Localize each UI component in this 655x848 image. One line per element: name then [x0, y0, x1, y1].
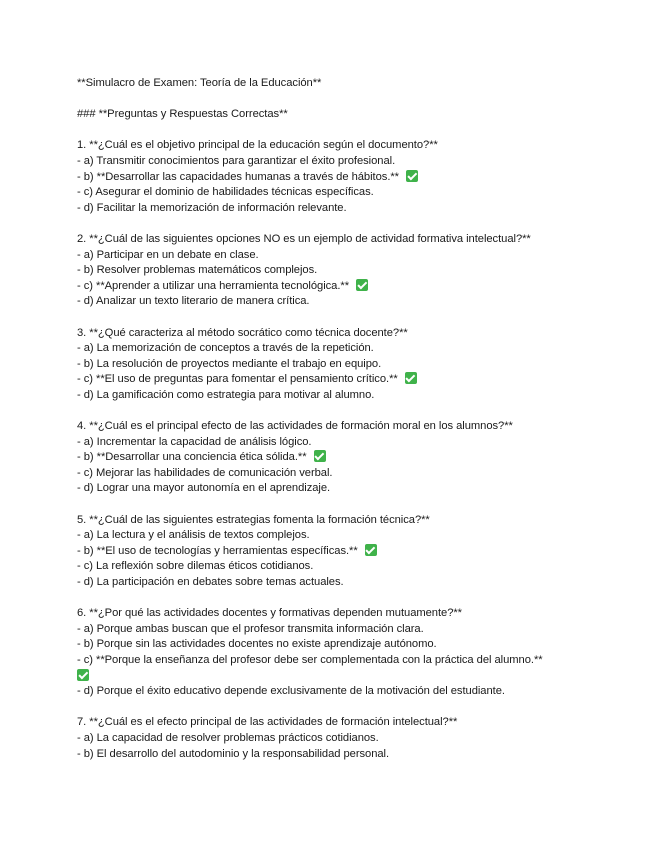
option-c: - c) La reflexión sobre dilemas éticos cotidianos.: [77, 560, 314, 573]
spacer: [77, 216, 577, 232]
option-c: - c) Mejorar las habilidades de comunicación verbal.: [77, 466, 333, 479]
option-text: - c) **Aprender a utilizar una herramienta tecnológica.**: [77, 279, 350, 292]
check-mark-icon: [406, 170, 418, 182]
check-mark-icon: [365, 544, 377, 556]
check-mark-icon: [314, 450, 326, 462]
check-mark-icon: [405, 372, 417, 384]
document-page: [77, 76, 577, 762]
option-a: - a) Porque ambas buscan que el profesor transmita información clara.: [77, 622, 424, 635]
option-d: - d) Analizar un texto literario de manera crítica.: [77, 295, 310, 308]
option-a: - a) La lectura y el análisis de textos complejos.: [77, 529, 310, 542]
question-text: 1. **¿Cuál es el objetivo principal de la educación según el documento?**: [77, 139, 438, 152]
question-block-4: [77, 419, 577, 497]
check-mark-icon: [77, 669, 89, 681]
question-block-6: [77, 606, 577, 700]
question-block-2: [77, 232, 577, 310]
check-mark-icon: [356, 279, 368, 291]
spacer: [77, 310, 577, 326]
option-text: - b) **El uso de tecnologías y herramientas específicas.**: [77, 544, 358, 557]
option-c-correct: - c) **Porque la enseñanza del profesor debe ser complementada con la práctica del alumno.**: [77, 653, 543, 666]
spacer: [77, 591, 577, 607]
option-c-correct: [77, 372, 577, 388]
option-b-correct: [77, 544, 577, 560]
check-line: [77, 669, 577, 685]
spacer: [77, 700, 577, 716]
question-block-5: [77, 513, 577, 591]
question-text: 5. **¿Cuál de las siguientes estrategias fomenta la formación técnica?**: [77, 513, 430, 526]
option-text: - c) **El uso de preguntas para fomentar el pensamiento crítico.**: [77, 373, 398, 386]
question-block-7: [77, 715, 577, 762]
option-d: - d) Facilitar la memorización de información relevante.: [77, 201, 347, 214]
option-b: - b) El desarrollo del autodominio y la responsabilidad personal.: [77, 747, 390, 760]
option-d: - d) Porque el éxito educativo depende exclusivamente de la motivación del estudiante.: [77, 685, 505, 698]
spacer: [77, 497, 577, 513]
option-d: - d) La participación en debates sobre temas actuales.: [77, 576, 344, 588]
option-b: - b) Porque sin las actividades docentes no existe aprendizaje autónomo.: [77, 638, 437, 651]
spacer: [77, 123, 577, 139]
document-title: **Simulacro de Examen: Teoría de la Educación**: [77, 77, 322, 89]
question-text: 6. **¿Por qué las actividades docentes y formativas dependen mutuamente?**: [77, 607, 462, 620]
option-c-correct: [77, 279, 577, 295]
option-a: - a) Incrementar la capacidad de análisis lógico.: [77, 435, 312, 448]
spacer: [77, 92, 577, 108]
option-c: - c) Asegurar el dominio de habilidades técnicas específicas.: [77, 186, 374, 199]
option-b-correct: [77, 450, 577, 466]
option-a: - a) La capacidad de resolver problemas prácticos cotidianos.: [77, 731, 379, 744]
question-text: 3. **¿Qué caracteriza al método socrático como técnica docente?**: [77, 326, 408, 339]
option-b-correct: [77, 170, 577, 186]
question-text: 7. **¿Cuál es el efecto principal de las actividades de formación intelectual?**: [77, 716, 458, 729]
option-a: - a) Transmitir conocimientos para garantizar el éxito profesional.: [77, 154, 396, 167]
option-d: - d) Lograr una mayor autonomía en el aprendizaje.: [77, 482, 331, 495]
question-block-3: [77, 326, 577, 404]
question-block-1: [77, 138, 577, 216]
option-text: - b) **Desarrollar las capacidades humanas a través de hábitos.**: [77, 170, 399, 183]
option-d: - d) La gamificación como estrategia para motivar al alumno.: [77, 388, 375, 401]
question-text: 4. **¿Cuál es el principal efecto de las actividades de formación moral en los alumnos?**: [77, 420, 513, 433]
spacer: [77, 403, 577, 419]
option-text: - b) **Desarrollar una conciencia ética sólida.**: [77, 451, 307, 464]
question-text: 2. **¿Cuál de las siguientes opciones NO es un ejemplo de actividad formativa intelectual?**: [77, 232, 531, 245]
option-b: - b) La resolución de proyectos mediante el trabajo en equipo.: [77, 357, 382, 370]
option-b: - b) Resolver problemas matemáticos complejos.: [77, 264, 318, 277]
option-a: - a) Participar en un debate en clase.: [77, 248, 259, 261]
option-a: - a) La memorización de conceptos a través de la repetición.: [77, 342, 374, 355]
section-heading: ### **Preguntas y Respuestas Correctas**: [77, 108, 288, 121]
